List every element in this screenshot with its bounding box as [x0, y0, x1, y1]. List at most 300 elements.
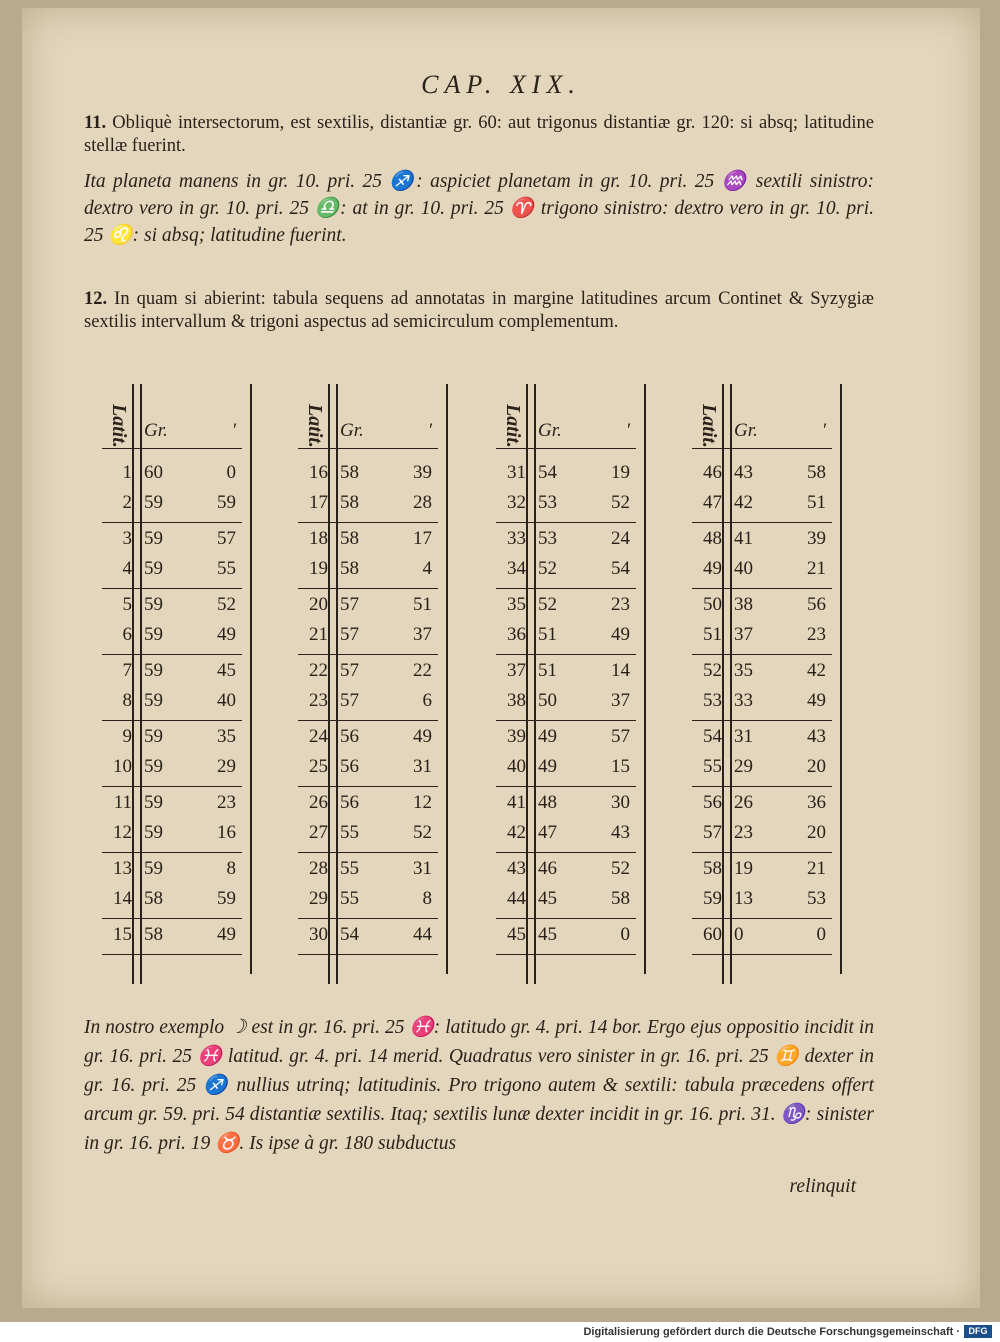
minutes-cell: 58 [807, 462, 826, 483]
minutes-cell: 52 [217, 594, 236, 615]
minutes-header: ′ [427, 420, 432, 441]
latitude-cell: 13 [113, 858, 132, 879]
paragraph-number: 11. [84, 113, 107, 133]
minutes-cell: 28 [413, 492, 432, 513]
table-row [102, 594, 252, 620]
latitude-cell: 9 [122, 726, 132, 747]
latitude-cell: 38 [507, 690, 526, 711]
latitude-cell: 29 [309, 888, 328, 909]
latitude-cell: 19 [309, 558, 328, 579]
row-rule [298, 852, 438, 853]
table-row [496, 492, 646, 518]
latitude-cell: 45 [507, 924, 526, 945]
table-block-2 [298, 384, 448, 994]
row-rule [298, 654, 438, 655]
degrees-cell: 60 [144, 462, 163, 483]
degrees-cell: 31 [734, 726, 753, 747]
latitude-cell: 60 [703, 924, 722, 945]
degrees-cell: 50 [538, 690, 557, 711]
degrees-cell: 26 [734, 792, 753, 813]
table-row [298, 756, 448, 782]
latitude-cell: 54 [703, 726, 722, 747]
degrees-cell: 42 [734, 492, 753, 513]
latitude-cell: 37 [507, 660, 526, 681]
latitude-cell: 3 [122, 528, 132, 549]
table-row [298, 690, 448, 716]
digitization-footer [0, 1322, 1000, 1342]
latitude-cell: 58 [703, 858, 722, 879]
latitude-cell: 44 [507, 888, 526, 909]
latitude-cell: 39 [507, 726, 526, 747]
table-row [298, 924, 448, 950]
table-row [298, 594, 448, 620]
minutes-cell: 54 [611, 558, 630, 579]
table-row [298, 624, 448, 650]
row-rule [298, 786, 438, 787]
latitude-cell: 12 [113, 822, 132, 843]
table-row [692, 690, 842, 716]
row-rule [298, 588, 438, 589]
minutes-cell: 52 [611, 858, 630, 879]
degrees-cell: 56 [340, 792, 359, 813]
minutes-cell: 52 [413, 822, 432, 843]
table-row [496, 924, 646, 950]
latitude-cell: 26 [309, 792, 328, 813]
table-row [692, 492, 842, 518]
minutes-cell: 31 [413, 858, 432, 879]
row-rule [692, 918, 832, 919]
catchword: relinquit [789, 1176, 856, 1197]
row-rule [496, 954, 636, 955]
row-rule [102, 522, 242, 523]
minutes-cell: 51 [807, 492, 826, 513]
row-rule [496, 852, 636, 853]
table-row [298, 492, 448, 518]
book-page [22, 8, 980, 1308]
degrees-cell: 37 [734, 624, 753, 645]
latitude-cell: 21 [309, 624, 328, 645]
degrees-cell: 57 [340, 624, 359, 645]
latitude-cell: 51 [703, 624, 722, 645]
minutes-cell: 36 [807, 792, 826, 813]
table-row [496, 594, 646, 620]
degrees-cell: 43 [734, 462, 753, 483]
minutes-cell: 20 [807, 822, 826, 843]
latitude-cell: 22 [309, 660, 328, 681]
minutes-cell: 57 [217, 528, 236, 549]
latitude-cell: 53 [703, 690, 722, 711]
table-row [692, 756, 842, 782]
latitude-cell: 1 [122, 462, 132, 483]
degrees-cell: 58 [144, 888, 163, 909]
table-row [496, 462, 646, 488]
row-rule [496, 720, 636, 721]
latitude-cell: 30 [309, 924, 328, 945]
table-row [692, 888, 842, 914]
table-row [496, 624, 646, 650]
latitude-cell: 34 [507, 558, 526, 579]
degrees-cell: 59 [144, 726, 163, 747]
row-rule [102, 954, 242, 955]
degrees-header: Gr. [538, 420, 562, 441]
paragraph-text: In quam si abierint: tabula sequens ad annotatas in margine latitudines arcum Continet & Syzygiæ sextilis intervallum & trigoni aspectus ad semicirculum complementum. [84, 289, 874, 332]
paragraph-text: Obliquè intersectorum, est sextilis, distantiæ gr. 60: aut trigonus distantiæ gr. 120: si absq; latitudine stellæ fuerint. [84, 113, 875, 156]
table-row [692, 558, 842, 584]
latitude-cell: 52 [703, 660, 722, 681]
latitude-cell: 55 [703, 756, 722, 777]
table-row [298, 822, 448, 848]
row-rule [298, 448, 438, 449]
running-head: CAP. XIX. [421, 70, 581, 99]
degrees-cell: 53 [538, 528, 557, 549]
minutes-cell: 43 [807, 726, 826, 747]
latitude-cell: 33 [507, 528, 526, 549]
latitude-cell: 25 [309, 756, 328, 777]
minutes-cell: 40 [217, 690, 236, 711]
row-rule [692, 654, 832, 655]
table-row [496, 822, 646, 848]
row-rule [102, 852, 242, 853]
table-row [692, 858, 842, 884]
degrees-cell: 51 [538, 624, 557, 645]
row-rule [496, 918, 636, 919]
row-rule [496, 588, 636, 589]
degrees-cell: 59 [144, 624, 163, 645]
latitude-cell: 10 [113, 756, 132, 777]
table-row [102, 528, 252, 554]
table-row [496, 792, 646, 818]
degrees-cell: 59 [144, 558, 163, 579]
degrees-cell: 54 [538, 462, 557, 483]
table-row [102, 624, 252, 650]
row-rule [102, 448, 242, 449]
latitude-cell: 8 [122, 690, 132, 711]
row-rule [298, 720, 438, 721]
degrees-cell: 52 [538, 594, 557, 615]
degrees-cell: 56 [340, 756, 359, 777]
table-row [692, 726, 842, 752]
table-row [102, 462, 252, 488]
latitude-cell: 42 [507, 822, 526, 843]
table-row [102, 924, 252, 950]
minutes-header: ′ [231, 420, 236, 441]
row-rule [102, 720, 242, 721]
latitude-cell: 59 [703, 888, 722, 909]
degrees-cell: 13 [734, 888, 753, 909]
minutes-cell: 49 [217, 624, 236, 645]
paragraph-ita: Ita planeta manens in gr. 10. pri. 25 ♐: aspiciet planetam in gr. 10. pri. 25 ♒ sextili sinistro: dextro vero in gr. 10. pri. 25 ♎: at in gr. 10. pri. 25 ♈ trigono sinistro: dextro vero in gr. 10. pri. 25 ♌: si absq; latitudine fuerint. [84, 171, 874, 246]
table-row [298, 726, 448, 752]
latitude-cell: 46 [703, 462, 722, 483]
latitude-header: Latit. [502, 404, 524, 448]
degrees-cell: 56 [340, 726, 359, 747]
latitude-cell: 24 [309, 726, 328, 747]
latitude-header: Latit. [108, 404, 130, 448]
row-rule [692, 720, 832, 721]
row-rule [102, 786, 242, 787]
degrees-cell: 57 [340, 594, 359, 615]
degrees-cell: 59 [144, 756, 163, 777]
minutes-cell: 43 [611, 822, 630, 843]
minutes-cell: 16 [217, 822, 236, 843]
minutes-cell: 23 [611, 594, 630, 615]
minutes-cell: 59 [217, 492, 236, 513]
latitude-cell: 4 [122, 558, 132, 579]
latitude-cell: 16 [309, 462, 328, 483]
latitude-header: Latit. [304, 404, 326, 448]
table-row [102, 822, 252, 848]
degrees-cell: 58 [340, 528, 359, 549]
table-row [692, 624, 842, 650]
degrees-cell: 40 [734, 558, 753, 579]
minutes-header: ′ [625, 420, 630, 441]
degrees-cell: 0 [734, 924, 744, 945]
table-row [496, 858, 646, 884]
degrees-cell: 38 [734, 594, 753, 615]
minutes-cell: 39 [413, 462, 432, 483]
degrees-cell: 57 [340, 660, 359, 681]
degrees-cell: 59 [144, 492, 163, 513]
latitude-cell: 7 [122, 660, 132, 681]
table-row [102, 690, 252, 716]
table-row [102, 858, 252, 884]
degrees-cell: 45 [538, 888, 557, 909]
table-row [496, 756, 646, 782]
degrees-cell: 59 [144, 528, 163, 549]
table-row [496, 660, 646, 686]
latitude-cell: 57 [703, 822, 722, 843]
minutes-cell: 49 [807, 690, 826, 711]
table-row [298, 792, 448, 818]
degrees-cell: 45 [538, 924, 557, 945]
minutes-cell: 49 [611, 624, 630, 645]
degrees-cell: 46 [538, 858, 557, 879]
degrees-cell: 53 [538, 492, 557, 513]
degrees-cell: 55 [340, 858, 359, 879]
minutes-cell: 8 [422, 888, 432, 909]
table-row [496, 558, 646, 584]
minutes-cell: 49 [217, 924, 236, 945]
row-rule [692, 588, 832, 589]
table-row [496, 690, 646, 716]
minutes-cell: 51 [413, 594, 432, 615]
table-row [496, 726, 646, 752]
degrees-cell: 52 [538, 558, 557, 579]
paragraph-nostro: In nostro exemplo ☽ est in gr. 16. pri. 25 ♓: latitudo gr. 4. pri. 14 bor. Ergo ejus oppositio incidit in gr. 16. pri. 25 ♓ latitud. gr. 4. pri. 14 merid. Quadratus vero sinister in gr. 16. pri. 25 ♊ dexter in gr. 16. pri. 25 ♐ nullius utrinq; latitudinis. Pro trigono autem & sextili: tabula præcedens offert arcum gr. 59. pri. 54 distantiæ sextilis. Itaq; sextilis lunæ dexter incidit in gr. 16. pri. 31. ♑: sinister in gr. 16. pri. 19 ♉. Is ipse à gr. 180 subductus [84, 1017, 874, 1154]
row-rule [496, 786, 636, 787]
row-rule [692, 954, 832, 955]
minutes-cell: 49 [413, 726, 432, 747]
minutes-cell: 59 [217, 888, 236, 909]
latitude-cell: 23 [309, 690, 328, 711]
degrees-cell: 59 [144, 594, 163, 615]
degrees-cell: 51 [538, 660, 557, 681]
degrees-cell: 48 [538, 792, 557, 813]
degrees-cell: 59 [144, 858, 163, 879]
minutes-cell: 37 [413, 624, 432, 645]
row-rule [692, 786, 832, 787]
minutes-header: ′ [821, 420, 826, 441]
table-row [692, 924, 842, 950]
table-row [692, 594, 842, 620]
degrees-header: Gr. [340, 420, 364, 441]
table-row [102, 660, 252, 686]
minutes-cell: 39 [807, 528, 826, 549]
latitude-cell: 43 [507, 858, 526, 879]
latitude-cell: 50 [703, 594, 722, 615]
minutes-cell: 30 [611, 792, 630, 813]
latitude-cell: 18 [309, 528, 328, 549]
degrees-cell: 49 [538, 726, 557, 747]
table-row [298, 888, 448, 914]
minutes-cell: 35 [217, 726, 236, 747]
table-row [298, 462, 448, 488]
degrees-cell: 58 [340, 462, 359, 483]
minutes-cell: 21 [807, 858, 826, 879]
latitude-cell: 41 [507, 792, 526, 813]
row-rule [102, 588, 242, 589]
latitude-cell: 32 [507, 492, 526, 513]
dfg-logo: DFG [964, 1325, 992, 1338]
table-block-4 [692, 384, 842, 994]
minutes-cell: 52 [611, 492, 630, 513]
table-row [692, 462, 842, 488]
table-row [102, 756, 252, 782]
minutes-cell: 42 [807, 660, 826, 681]
minutes-cell: 15 [611, 756, 630, 777]
degrees-cell: 58 [340, 558, 359, 579]
degrees-header: Gr. [144, 420, 168, 441]
table-row [298, 528, 448, 554]
latitude-cell: 6 [122, 624, 132, 645]
degrees-cell: 19 [734, 858, 753, 879]
minutes-cell: 55 [217, 558, 236, 579]
minutes-cell: 0 [226, 462, 236, 483]
table-row [692, 792, 842, 818]
latitude-cell: 47 [703, 492, 722, 513]
row-rule [298, 918, 438, 919]
degrees-cell: 59 [144, 822, 163, 843]
row-rule [496, 448, 636, 449]
latitude-cell: 20 [309, 594, 328, 615]
minutes-cell: 0 [816, 924, 826, 945]
degrees-cell: 54 [340, 924, 359, 945]
degrees-cell: 49 [538, 756, 557, 777]
table-row [298, 558, 448, 584]
table-row [298, 660, 448, 686]
row-rule [496, 522, 636, 523]
paragraph-number: 12. [84, 289, 108, 309]
degrees-cell: 55 [340, 822, 359, 843]
minutes-cell: 6 [422, 690, 432, 711]
row-rule [298, 522, 438, 523]
latitude-cell: 17 [309, 492, 328, 513]
table-row [298, 858, 448, 884]
row-rule [496, 654, 636, 655]
minutes-cell: 53 [807, 888, 826, 909]
row-rule [102, 918, 242, 919]
latitude-cell: 36 [507, 624, 526, 645]
latitude-cell: 56 [703, 792, 722, 813]
latitude-cell: 35 [507, 594, 526, 615]
latitude-cell: 28 [309, 858, 328, 879]
minutes-cell: 17 [413, 528, 432, 549]
degrees-cell: 33 [734, 690, 753, 711]
degrees-cell: 59 [144, 660, 163, 681]
table-row [102, 792, 252, 818]
minutes-cell: 23 [217, 792, 236, 813]
table-row [692, 660, 842, 686]
minutes-cell: 22 [413, 660, 432, 681]
degrees-cell: 58 [144, 924, 163, 945]
paragraph-12 [84, 288, 874, 334]
latitude-header: Latit. [698, 404, 720, 448]
table-row [496, 888, 646, 914]
minutes-cell: 23 [807, 624, 826, 645]
minutes-cell: 37 [611, 690, 630, 711]
row-rule [102, 654, 242, 655]
latitude-cell: 15 [113, 924, 132, 945]
degrees-cell: 41 [734, 528, 753, 549]
degrees-cell: 47 [538, 822, 557, 843]
minutes-cell: 0 [620, 924, 630, 945]
table-row [102, 888, 252, 914]
latitude-cell: 27 [309, 822, 328, 843]
table-row [102, 492, 252, 518]
degrees-cell: 55 [340, 888, 359, 909]
degrees-cell: 57 [340, 690, 359, 711]
minutes-cell: 57 [611, 726, 630, 747]
latitude-cell: 31 [507, 462, 526, 483]
degrees-cell: 58 [340, 492, 359, 513]
degrees-cell: 23 [734, 822, 753, 843]
latitude-cell: 11 [113, 792, 132, 813]
latitude-cell: 40 [507, 756, 526, 777]
row-rule [692, 448, 832, 449]
degrees-cell: 35 [734, 660, 753, 681]
minutes-cell: 44 [413, 924, 432, 945]
table-block-1 [102, 384, 252, 994]
minutes-cell: 45 [217, 660, 236, 681]
minutes-cell: 19 [611, 462, 630, 483]
minutes-cell: 24 [611, 528, 630, 549]
minutes-cell: 58 [611, 888, 630, 909]
minutes-cell: 4 [422, 558, 432, 579]
latitude-cell: 48 [703, 528, 722, 549]
latitude-cell: 49 [703, 558, 722, 579]
table-row [102, 558, 252, 584]
latitude-cell: 5 [122, 594, 132, 615]
table-row [102, 726, 252, 752]
degrees-header: Gr. [734, 420, 758, 441]
table-block-3 [496, 384, 646, 994]
latitude-cell: 14 [113, 888, 132, 909]
minutes-cell: 21 [807, 558, 826, 579]
table-row [496, 528, 646, 554]
footer-text: Digitalisierung gefördert durch die Deutsche Forschungsgemeinschaft · [583, 1326, 960, 1338]
row-rule [298, 954, 438, 955]
minutes-cell: 29 [217, 756, 236, 777]
table-row [692, 528, 842, 554]
minutes-cell: 14 [611, 660, 630, 681]
table-row [692, 822, 842, 848]
minutes-cell: 20 [807, 756, 826, 777]
latitude-cell: 2 [122, 492, 132, 513]
degrees-cell: 59 [144, 690, 163, 711]
minutes-cell: 56 [807, 594, 826, 615]
row-rule [692, 852, 832, 853]
minutes-cell: 12 [413, 792, 432, 813]
